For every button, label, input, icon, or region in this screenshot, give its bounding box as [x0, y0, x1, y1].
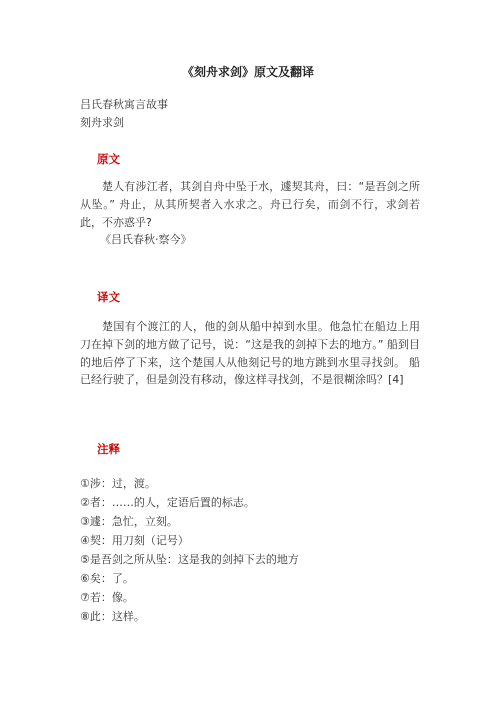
notes-list — [80, 474, 420, 626]
note-item: ⑤是吾剑之所从坠：这是我的剑掉下去的地方 — [80, 553, 299, 567]
note-item: ②者：……的人，定语后置的标志。 — [80, 496, 255, 510]
original-source: 《吕氏春秋·察今》 — [100, 233, 192, 247]
original-heading: 原文 — [97, 152, 120, 166]
translation-section — [80, 288, 420, 389]
original-text: 楚人有涉江者，其剑自舟中坠于水，遽契其舟，曰：“是吾剑之所从坠。” 舟止，从其所契者入水求之。舟已行矣，而剑不行，求剑若此，不亦惑乎? — [80, 180, 420, 229]
translation-text: 楚国有个渡江的人，他的剑从船中掉到水里。他急忙在船边上用刀在掉下剑的地方做了记号，说：“这是我的剑掉下去的地方。” 船到目的地后停了下来，这个楚国人从他刻记号的地方跳到水里寻找剑。 船已经行驶了，但是剑没有移动，像这样寻找剑，不是很糊涂吗？[4] — [80, 320, 420, 387]
translation-heading: 译文 — [97, 290, 120, 304]
document-title: 《刻舟求剑》原文及翻译 — [181, 65, 314, 79]
note-item: ④契：用刀刻（记号） — [80, 534, 189, 548]
note-item: ⑧此：这样。 — [80, 610, 145, 624]
intro-block — [80, 96, 420, 131]
notes-section — [80, 440, 420, 626]
notes-heading: 注释 — [97, 442, 120, 456]
note-item: ①涉：过，渡。 — [80, 477, 156, 491]
original-section — [80, 150, 420, 249]
intro-line-1: 吕氏春秋寓言故事 — [80, 98, 168, 111]
note-item: ③遽：急忙，立刻。 — [80, 515, 178, 529]
note-item: ⑥矣：了。 — [80, 572, 134, 586]
intro-line-2: 刻舟求剑 — [80, 115, 124, 129]
note-item: ⑦若：像。 — [80, 591, 134, 605]
